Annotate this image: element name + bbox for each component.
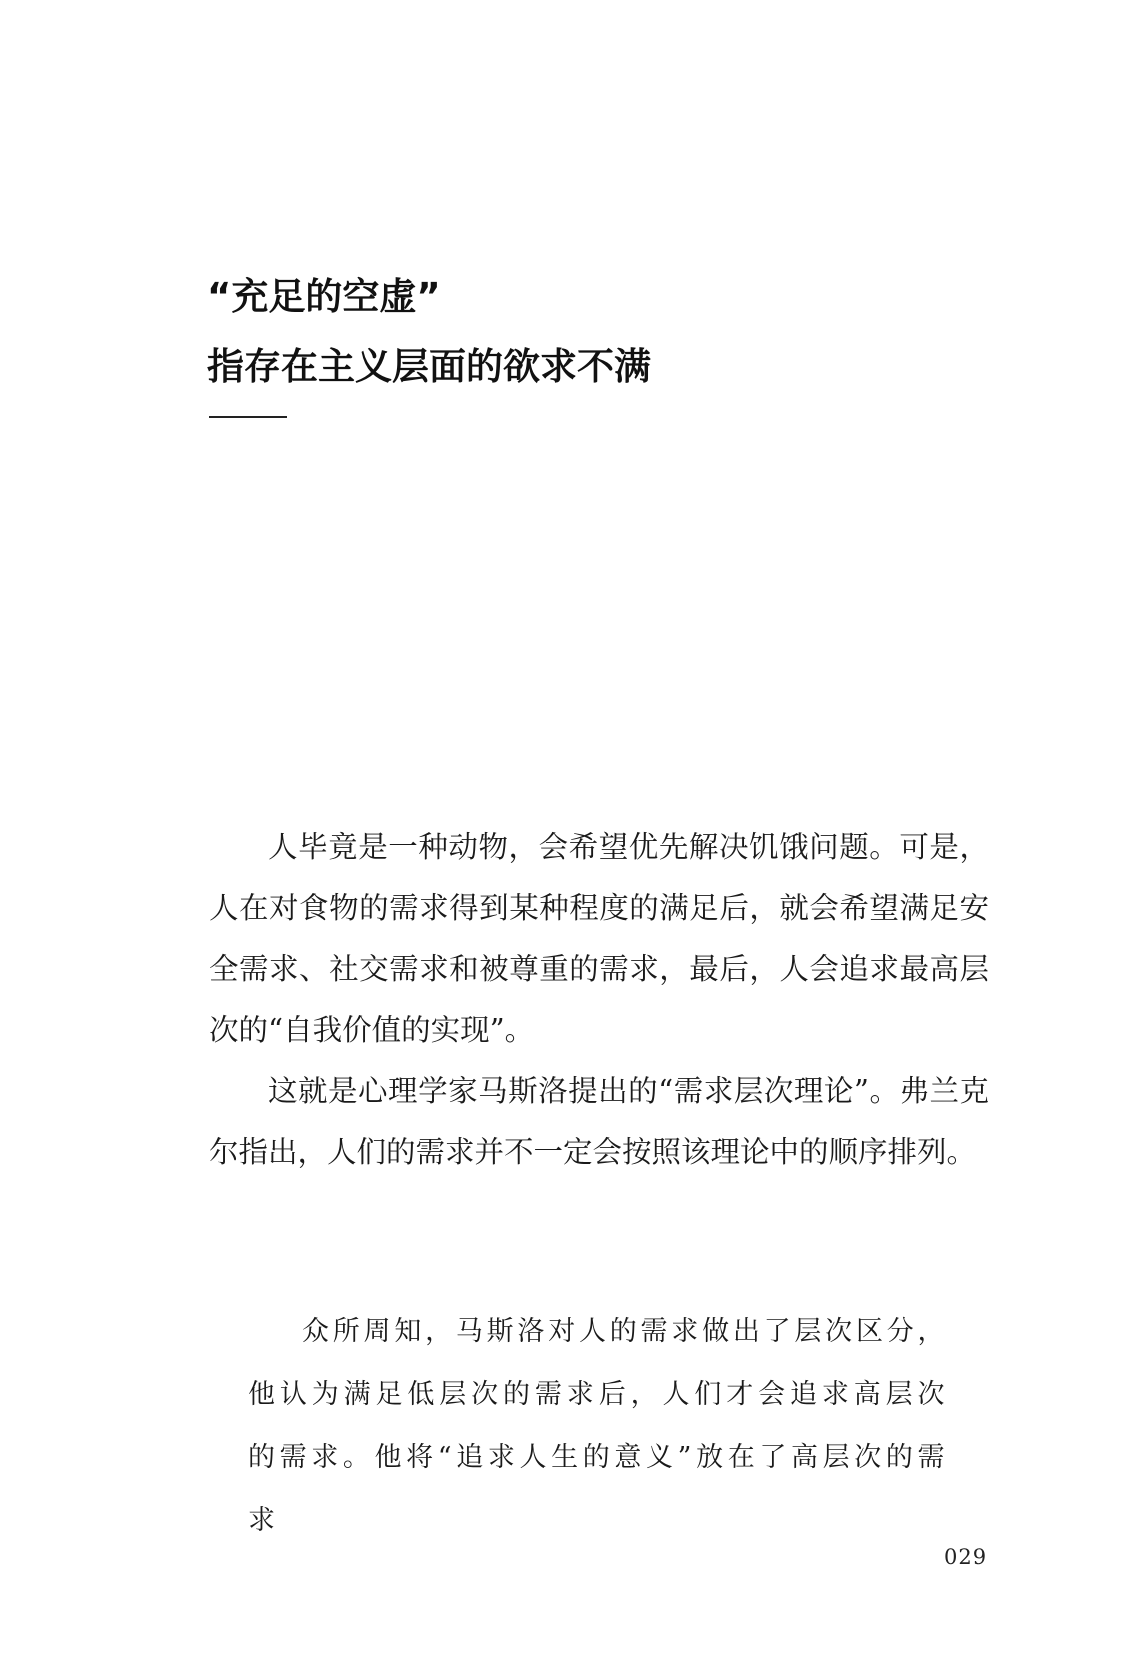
chapter-title: [207, 262, 1007, 402]
title-divider: [209, 416, 287, 418]
chapter-title-line-2: 指存在主义层面的欲求不满: [207, 345, 651, 388]
chapter-title-line-1: “充足的空虚”: [207, 275, 441, 318]
quote-block: [248, 1300, 948, 1552]
body-paragraph-1: 人毕竟是一种动物，会希望优先解决饥饿问题。可是，人在对食物的需求得到某种程度的满足后，就会希望满足安全需求、社交需求和被尊重的需求，最后，人会追求最高层次的“自我价值的实现”。: [209, 830, 989, 1047]
quote-paragraph: 众所周知，马斯洛对人的需求做出了层次区分，他认为满足低层次的需求后，人们才会追求高层次的需求。他将“追求人生的意义”放在了高层次的需求: [248, 1316, 948, 1536]
body-paragraph-2: 这就是心理学家马斯洛提出的“需求层次理论”。弗兰克尔指出，人们的需求并不一定会按照该理论中的顺序排列。: [209, 1074, 989, 1169]
body-text: [209, 817, 989, 1183]
page-number: 029: [944, 1545, 988, 1569]
